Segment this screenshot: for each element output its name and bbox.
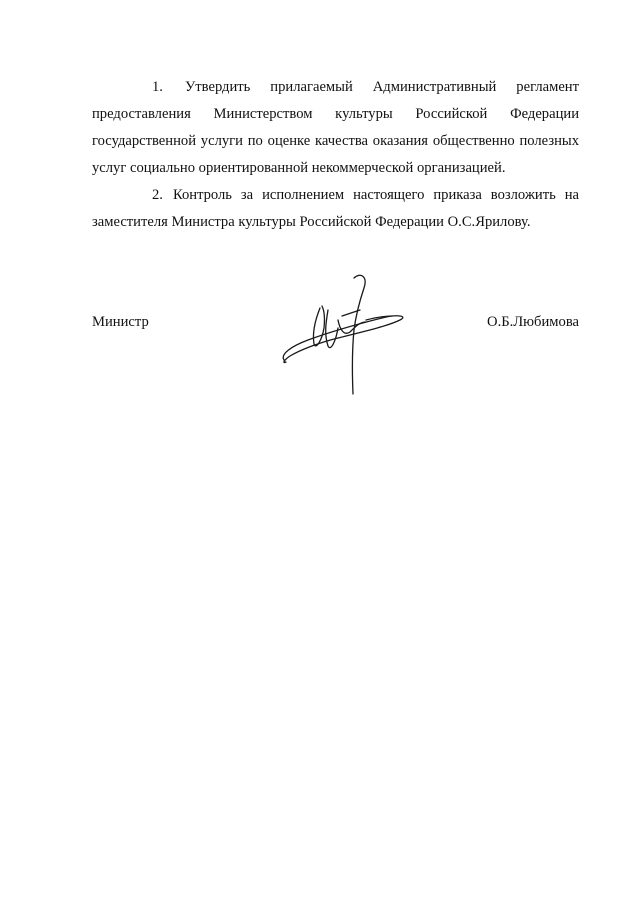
signatory-name: О.Б.Любимова	[487, 314, 579, 330]
signatory-position: Министр	[92, 314, 149, 330]
item-text: Контроль за исполнением настоящего приказа возложить на заместителя Министра культуры Российской Федерации О.С.Ярилову.	[92, 187, 579, 230]
order-text	[92, 74, 579, 236]
order-item-1	[92, 74, 579, 182]
handwritten-signature	[278, 270, 410, 400]
item-number: 2.	[152, 187, 163, 203]
item-number: 1.	[152, 79, 163, 95]
order-item-2	[92, 182, 579, 236]
item-text: Утвердить прилагаемый Административный регламент предоставления Министерством культуры Российской Федерации государственной услуги по оценке качества оказания общественно полезных услуг социально ориентированной некоммерческой организацией.	[92, 79, 579, 176]
